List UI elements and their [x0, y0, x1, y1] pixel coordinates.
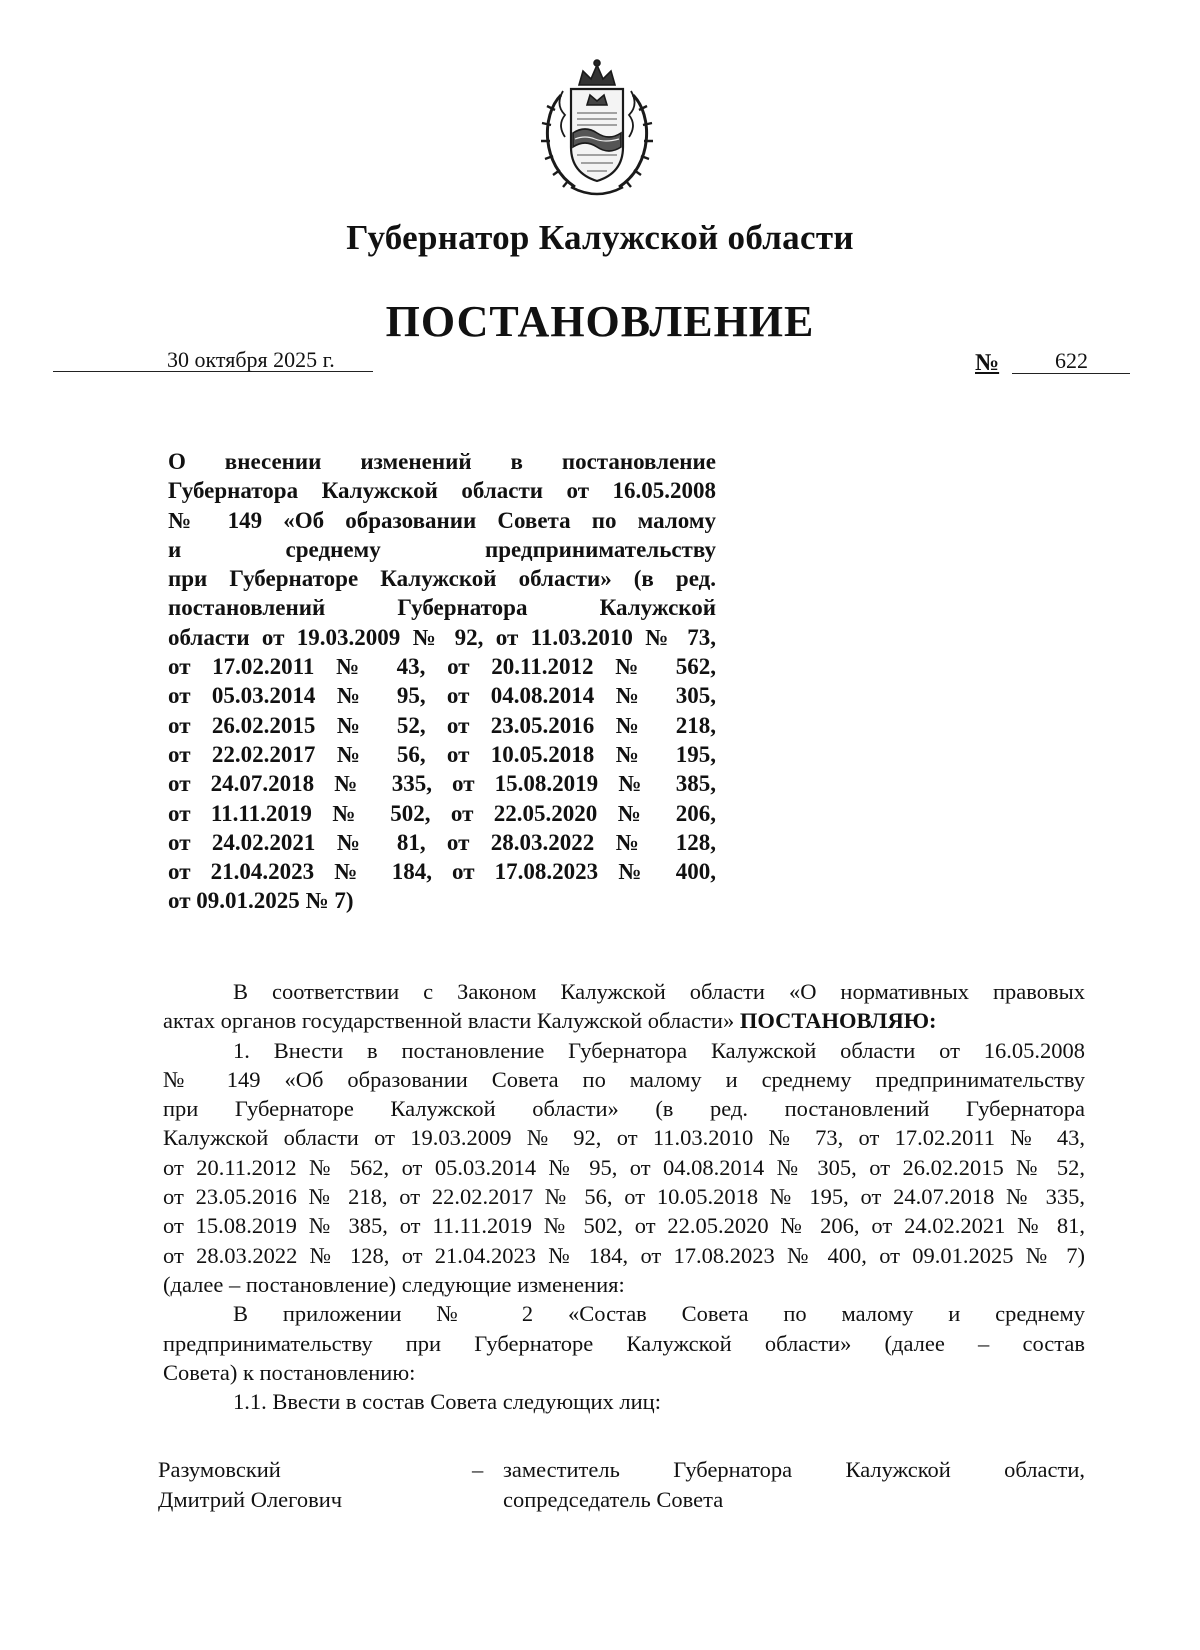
- item-1-line: при Губернаторе Калужской области» (в ред. постановлений Губернатора: [163, 1096, 1085, 1122]
- preamble-line: [163, 1006, 1085, 1035]
- document-type-heading: ПОСТАНОВЛЕНИЕ: [385, 297, 815, 346]
- appendix-line: Совета) к постановлению:: [163, 1359, 416, 1385]
- number-label: №: [975, 350, 1000, 376]
- item-1-line: от 15.08.2019 № 385, от 11.11.2019 № 502, от 22.05.2020 № 206, от 24.02.2021 № 81,: [163, 1213, 1085, 1239]
- member-role: [503, 1455, 1085, 1515]
- item-1-line: (далее – постановление) следующие изменения:: [163, 1271, 625, 1297]
- item-1-line: от 20.11.2012 № 562, от 05.03.2014 № 95, от 04.08.2014 № 305, от 26.02.2015 № 52,: [163, 1154, 1085, 1180]
- item-1-1-line: 1.1. Ввести в состав Совета следующих лиц:: [233, 1389, 661, 1415]
- title-line: от 21.04.2023 № 184, от 17.08.2023 № 400,: [168, 859, 716, 885]
- appendix-line: В приложении № 2 «Состав Совета по малому и среднему: [233, 1301, 1085, 1327]
- title-line: от 24.07.2018 № 335, от 15.08.2019 № 385,: [168, 771, 716, 797]
- preamble-line: В соответствии с Законом Калужской области «О нормативных правовых: [233, 979, 1085, 1004]
- title-line: от 05.03.2014 № 95, от 04.08.2014 № 305,: [168, 683, 716, 709]
- item-1-line: от 28.03.2022 № 128, от 21.04.2023 № 184, от 17.08.2023 № 400, от 09.01.2025 № 7): [163, 1242, 1085, 1268]
- document-number: 622: [1055, 348, 1088, 373]
- title-line: № 149 «Об образовании Совета по малому: [168, 507, 716, 533]
- title-line: от 22.02.2017 № 56, от 10.05.2018 № 195,: [168, 741, 716, 767]
- item-1-line: Калужской области от 19.03.2009 № 92, от 11.03.2010 № 73, от 17.02.2011 № 43,: [163, 1125, 1085, 1151]
- document-body: [163, 977, 1085, 1416]
- title-line: постановлений Губернатора Калужской: [168, 595, 716, 621]
- decree-word: ПОСТАНОВЛЯЮ:: [739, 1008, 937, 1034]
- title-line: от 17.02.2011 № 43, от 20.11.2012 № 562,: [168, 654, 716, 680]
- item-1-line: № 149 «Об образовании Совета по малому и среднему предпринимательству: [163, 1066, 1085, 1092]
- member-name: [158, 1455, 342, 1515]
- appendix-line: предпринимательству при Губернаторе Калужской области» (далее – состав: [163, 1330, 1085, 1356]
- title-line: Губернатора Калужской области от 16.05.2008: [168, 478, 716, 504]
- title-line: области от 19.03.2009 № 92, от 11.03.2010 № 73,: [168, 624, 716, 650]
- document-title: [168, 447, 716, 916]
- document-date: 30 октября 2025 г.: [167, 347, 335, 372]
- coat-of-arms-emblem: [535, 55, 659, 201]
- title-line: при Губернаторе Калужской области» (в ред.: [168, 566, 716, 592]
- item-1-line: 1. Внести в постановление Губернатора Калужской области от 16.05.2008: [233, 1037, 1085, 1063]
- title-line: от 24.02.2021 № 81, от 28.03.2022 № 128,: [168, 829, 716, 855]
- title-line: О внесении изменений в постановление: [168, 449, 716, 474]
- title-line: и среднему предпринимательству: [168, 536, 716, 562]
- member-role-line: заместитель Губернатора Калужской области,: [503, 1457, 1085, 1482]
- issuing-authority: Губернатор Калужской области: [346, 218, 854, 257]
- title-line: от 09.01.2025 № 7): [168, 888, 354, 914]
- item-1-line: от 23.05.2016 № 218, от 22.02.2017 № 56, от 10.05.2018 № 195, от 24.07.2018 № 335,: [163, 1184, 1085, 1210]
- preamble-text: актах органов государственной власти Калужской области»: [163, 1008, 735, 1034]
- member-given-names: Дмитрий Олегович: [158, 1487, 343, 1512]
- member-dash: –: [472, 1457, 484, 1482]
- title-line: от 11.11.2019 № 502, от 22.05.2020 № 206,: [168, 800, 716, 826]
- member-role-line: сопредседатель Совета: [503, 1487, 724, 1512]
- member-surname: Разумовский: [158, 1457, 281, 1482]
- title-line: от 26.02.2015 № 52, от 23.05.2016 № 218,: [168, 712, 716, 738]
